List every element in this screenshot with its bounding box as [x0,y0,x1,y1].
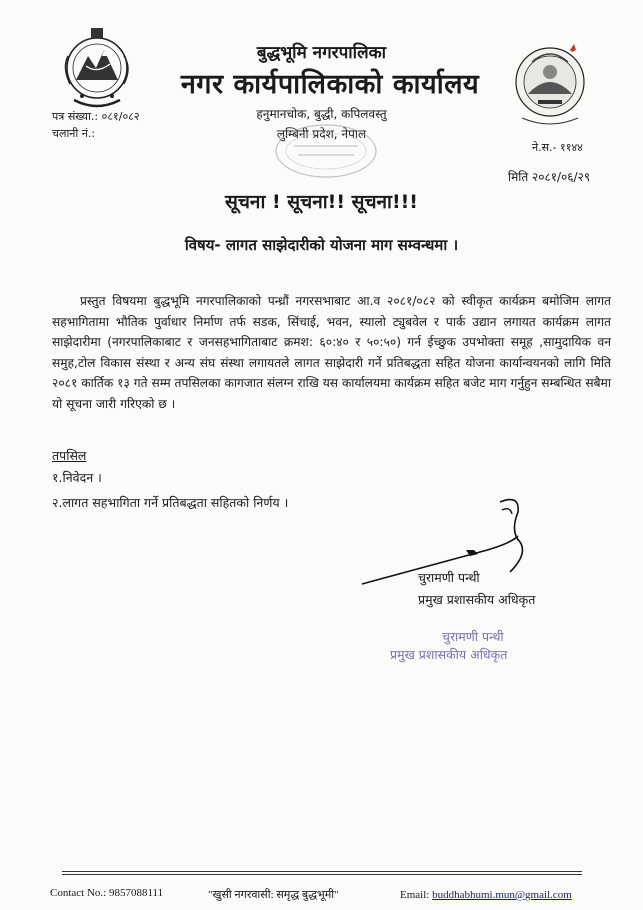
attachment-item: २.लागत सहभागिता गर्ने प्रतिबद्धता सहितको निर्णय । [52,495,289,510]
address-line-1: हनुमानचोक, बुद्धी, कपिलवस्तु [256,107,387,121]
email-label: Email: [400,889,430,901]
signatory-title: प्रमुख प्रशासकीय अधिकृत [418,592,536,607]
office-title: नगर कार्यपालिकाको कार्यालय [180,69,480,100]
dispatch-number: चलानी नं.: [52,127,96,140]
attachment-item: १.निवेदन । [52,470,102,485]
footer-contact: Contact No.: 9857088111 [50,887,164,899]
attachments-heading: तपसिल [52,448,87,463]
reference-number: पत्र संख्या.: ०८१/०८२ [52,110,140,123]
footer-email [400,889,572,901]
seal-title: प्रमुख प्रशासकीय अधिकृत [390,647,508,662]
notice-heading: सूचना ! सूचना!! सूचना!!! [225,191,418,213]
office-stamp-icon [272,122,380,180]
seal-name: चुरामणी पन्थी [442,629,504,644]
address-line-2: लुम्बिनी प्रदेश, नेपाल [276,127,367,141]
signatory-name: चुरामणी पन्थी [418,570,480,585]
body-paragraph: प्रस्तुत विषयमा बुद्धभूमि नगरपालिकाको पन्ध्रौं नगरसभाबाट आ.व २०८१/०८२ को स्वीकृत कार्यक्रम बमोजिम लागत सहभागितामा भौतिक पुर्वाधार निर्माण तर्फ सडक, सिंचाई, भवन, स्यालो ट्युबवेल र पार्क उद्यान लगायत कार्यक्रम लागत साझेदारीमा (नगरपालिकाबाट र जनसहभागिताबाट क्रमश: ६०:४० र ५०:५०) गर्न ईच्छुक उपभोक्ता समूह ,सामुदायिक वन समुह,टोल विकास संस्था र अन्य संघ संस्था लगायतले लागत साझेदारी गर्ने प्रतिबद्धता सहित योजना कार्यान्वयनको लागि मिति २०८१ कार्तिक १३ गते सम्म तपसिलका कागजात संलग्न राखि यस कार्यालयमा कार्यक्रम सहित बजेट माग गर्नुहुन सम्बन्धित सबैमा यो सूचना जारी गरिएको छ । [52,294,611,411]
nepal-sambat-number: ने.स.- ११४४ [532,141,583,154]
email-link[interactable]: buddhabhumi.mun@gmail.com [432,889,572,901]
footer-divider [62,874,582,875]
document-date: मिति २०८१/०६/२९ [508,170,591,184]
footer-divider [62,871,582,872]
municipality-name: बुद्धभूमि नगरपालिका [256,43,387,63]
footer-slogan: "खुसी नगरवासी: समृद्ध बुद्धभूमी" [208,889,339,901]
subject-line: विषय- लागत साझेदारीको योजना माग सम्वन्धमा । [184,236,459,254]
